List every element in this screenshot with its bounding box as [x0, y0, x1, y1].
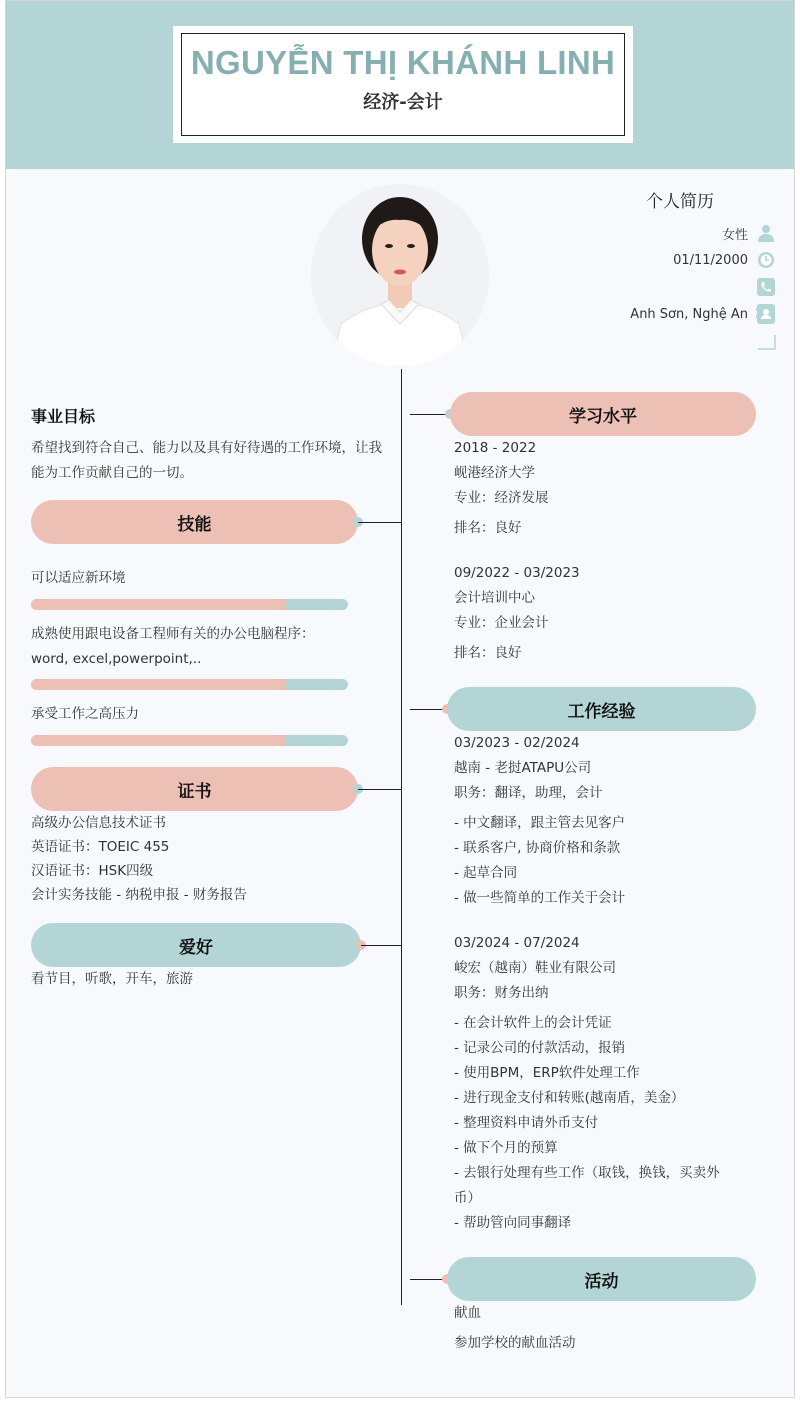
info-heading: 个人简历: [646, 192, 714, 212]
hobbies-text: 看节目，听歌，开车，旅游: [31, 971, 193, 987]
birthdate-value: 01/11/2000: [673, 252, 748, 268]
job-task: - 中文翻译，跟主管去见客户: [454, 815, 626, 831]
avatar: [311, 184, 489, 367]
certificate-item: 英语证书：TOEIC 455: [31, 839, 170, 855]
job-task: - 在会计软件上的会计凭证: [454, 1015, 612, 1031]
job-task: - 联系客户, 协商价格和条款: [454, 840, 621, 856]
job-company: 峻宏（越南）鞋业有限公司: [454, 960, 616, 976]
experience-heading: 工作经验: [447, 687, 756, 731]
email-row: [748, 330, 776, 352]
resume-page: [5, 0, 795, 1398]
job-task: - 进行现金支付和转账(越南盾，美金）: [454, 1090, 685, 1106]
job-period: 03/2024 - 07/2024: [454, 935, 580, 951]
timeline-line: [401, 369, 402, 1305]
skill-label-cont: word, excel,powerpoint,..: [31, 651, 202, 667]
education-major: 专业：企业会计: [454, 615, 549, 631]
person-icon: [756, 223, 776, 243]
job-task: - 记录公司的付款活动，报销: [454, 1040, 626, 1056]
certificates-connector: [358, 789, 401, 790]
skill-bar: [31, 599, 348, 610]
job-task: - 起草合同: [454, 865, 518, 881]
education-period: 09/2022 - 03/2023: [454, 565, 580, 581]
job-role: 职务：财务出纳: [454, 985, 549, 1001]
education-major: 专业：经济发展: [454, 490, 549, 506]
job-company: 越南 - 老挝ATAPU公司: [454, 760, 592, 776]
objective-line-1: 希望找到符合自己、能力以及具有好待遇的工作环境，让我: [31, 440, 382, 456]
phone-icon: [756, 277, 776, 297]
activities-heading: 活动: [447, 1257, 756, 1301]
gender-row: [722, 222, 776, 244]
gender-value: 女性: [721, 227, 748, 243]
job-role: 职务：翻译，助理，会计: [454, 785, 603, 801]
skills-connector: [358, 522, 401, 523]
profile-photo-icon: [311, 184, 489, 367]
hobbies-heading: 爱好: [31, 923, 361, 967]
phone-row: [748, 276, 776, 298]
job-title: 经济-会计: [363, 92, 443, 113]
education-rank: 排名：良好: [454, 520, 522, 536]
certificate-item: 高级办公信息技术证书: [31, 815, 166, 831]
objective-heading: 事业目标: [31, 407, 96, 426]
job-task: - 使用BPM，ERP软件处理工作: [454, 1065, 640, 1081]
mail-icon: [756, 331, 776, 351]
activities-connector: [410, 1279, 444, 1280]
birthdate-row: [673, 249, 776, 271]
education-rank: 排名：良好: [454, 645, 522, 661]
job-task: - 整理资料申请外币支付: [454, 1115, 599, 1131]
education-school: 岘港经济大学: [454, 465, 535, 481]
skill-label: 可以适应新环境: [31, 570, 126, 586]
skill-bar: [31, 679, 348, 690]
job-task: 币）: [454, 1190, 481, 1206]
job-task: - 做下个月的预算: [454, 1140, 558, 1156]
education-connector: [410, 414, 448, 415]
certificate-item: 汉语证书：HSK四级: [31, 863, 154, 879]
activity-text: 参加学校的献血活动: [454, 1335, 576, 1351]
education-period: 2018 - 2022: [454, 440, 537, 456]
experience-connector: [410, 709, 444, 710]
job-task: - 做一些简单的工作关于会计: [454, 890, 626, 906]
education-heading: 学习水平: [450, 392, 756, 436]
skills-heading: 技能: [31, 500, 358, 544]
certificate-item: 会计实务技能 - 纳税申报 - 财务报告: [31, 887, 247, 903]
education-school: 会计培训中心: [454, 590, 535, 606]
skill-label: 承受工作之高压力: [31, 706, 139, 722]
certificates-heading: 证书: [31, 767, 358, 811]
job-period: 03/2023 - 02/2024: [454, 735, 580, 751]
job-task: - 帮助管向同事翻译: [454, 1215, 572, 1231]
candidate-name: NGUYỄN THỊ KHÁNH LINH: [190, 44, 616, 81]
job-task: - 去银行处理有些工作（取钱，换钱，买卖外: [454, 1165, 720, 1181]
activity-title: 献血: [454, 1305, 481, 1321]
skill-bar: [31, 735, 348, 746]
contact-card-icon: [756, 304, 776, 324]
objective-line-2: 能为工作贡献自己的一切。: [31, 465, 193, 481]
address-value: Anh Sơn, Nghệ An: [630, 306, 748, 322]
address-row: [630, 303, 776, 325]
name-box: [173, 26, 633, 143]
hobbies-connector: [361, 945, 401, 946]
skill-label: 成熟使用跟电设备工程师有关的办公电脑程序：: [31, 626, 315, 642]
clock-icon: [756, 250, 776, 270]
